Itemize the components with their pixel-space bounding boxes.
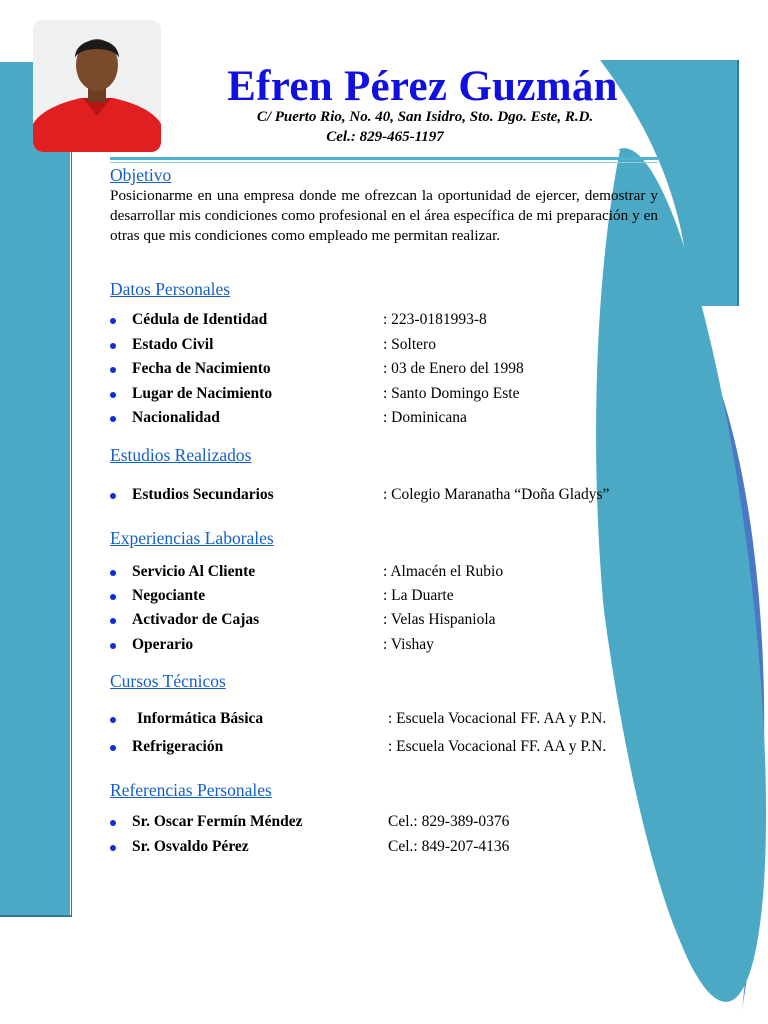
bullet-icon (110, 618, 116, 624)
section-heading-objective: Objetivo (110, 165, 172, 185)
item-value: : 03 de Enero del 1998 (383, 360, 524, 377)
objective-text: Posicionarme en una empresa donde me ofrezcan la oportunidad de ejercer, demostrar y desarrollar mis condiciones como profesional en el área específica de mi preparación y en otras que mis condiciones como empleado me permitan realizar. (110, 187, 658, 244)
item-value: Cel.: 829-389-0376 (388, 813, 510, 830)
bullet-icon (110, 745, 116, 751)
phone-number: Cel.: 829-465-1197 (326, 129, 444, 145)
item-label: Activador de Cajas (132, 611, 260, 628)
item-value: : Santo Domingo Este (383, 385, 520, 402)
candidate-name: Efren Pérez Guzmán (227, 63, 618, 110)
bullet-icon (110, 318, 116, 324)
address: C/ Puerto Rio, No. 40, San Isidro, Sto. Dgo. Este, R.D. (256, 109, 594, 125)
portrait-photo (33, 20, 161, 152)
bullet-icon (110, 594, 116, 600)
bullet-icon (110, 570, 116, 576)
item-label: Fecha de Nacimiento (132, 360, 271, 377)
item-label: Refrigeración (132, 738, 224, 755)
bullet-icon (110, 717, 116, 723)
bullet-icon (110, 845, 116, 851)
item-label: Sr. Osvaldo Pérez (132, 838, 249, 855)
item-label: Negociante (132, 587, 206, 604)
divider-line-thin (110, 162, 658, 163)
item-value: Cel.: 849-207-4136 (388, 838, 510, 855)
bullet-icon (110, 343, 116, 349)
bullet-icon (110, 493, 116, 499)
item-label: Nacionalidad (132, 409, 220, 426)
item-value: : Soltero (383, 336, 436, 353)
item-value: : Colegio Maranatha “Doña Gladys” (383, 486, 610, 503)
section-heading-references: Referencias Personales (110, 780, 272, 800)
item-label: Estudios Secundarios (132, 486, 274, 503)
item-label: Servicio Al Cliente (132, 563, 256, 580)
item-value: : La Duarte (383, 587, 454, 604)
section-heading-personal-data: Datos Personales (110, 279, 231, 299)
item-label: Informática Básica (137, 710, 264, 727)
item-value: : Almacén el Rubio (383, 563, 504, 580)
section-heading-work-experience: Experiencias Laborales (110, 528, 274, 548)
bullet-icon (110, 416, 116, 422)
item-value: : Dominicana (383, 409, 467, 426)
item-value: : Escuela Vocacional FF. AA y P.N. (388, 738, 607, 755)
bullet-icon (110, 643, 116, 649)
item-value: : 223-0181993-8 (383, 311, 487, 328)
item-label: Lugar de Nacimiento (132, 385, 273, 402)
item-label: Operario (132, 636, 194, 653)
divider-line (110, 157, 658, 160)
section-heading-studies: Estudios Realizados (110, 445, 252, 465)
item-value: : Escuela Vocacional FF. AA y P.N. (388, 710, 607, 727)
bullet-icon (110, 367, 116, 373)
bullet-icon (110, 392, 116, 398)
item-value: : Velas Hispaniola (383, 611, 496, 628)
item-label: Estado Civil (132, 336, 214, 353)
item-value: : Vishay (383, 636, 434, 653)
section-heading-technical-courses: Cursos Técnicos (110, 671, 226, 691)
bullet-icon (110, 820, 116, 826)
item-label: Cédula de Identidad (132, 311, 268, 328)
item-label: Sr. Oscar Fermín Méndez (132, 813, 303, 830)
